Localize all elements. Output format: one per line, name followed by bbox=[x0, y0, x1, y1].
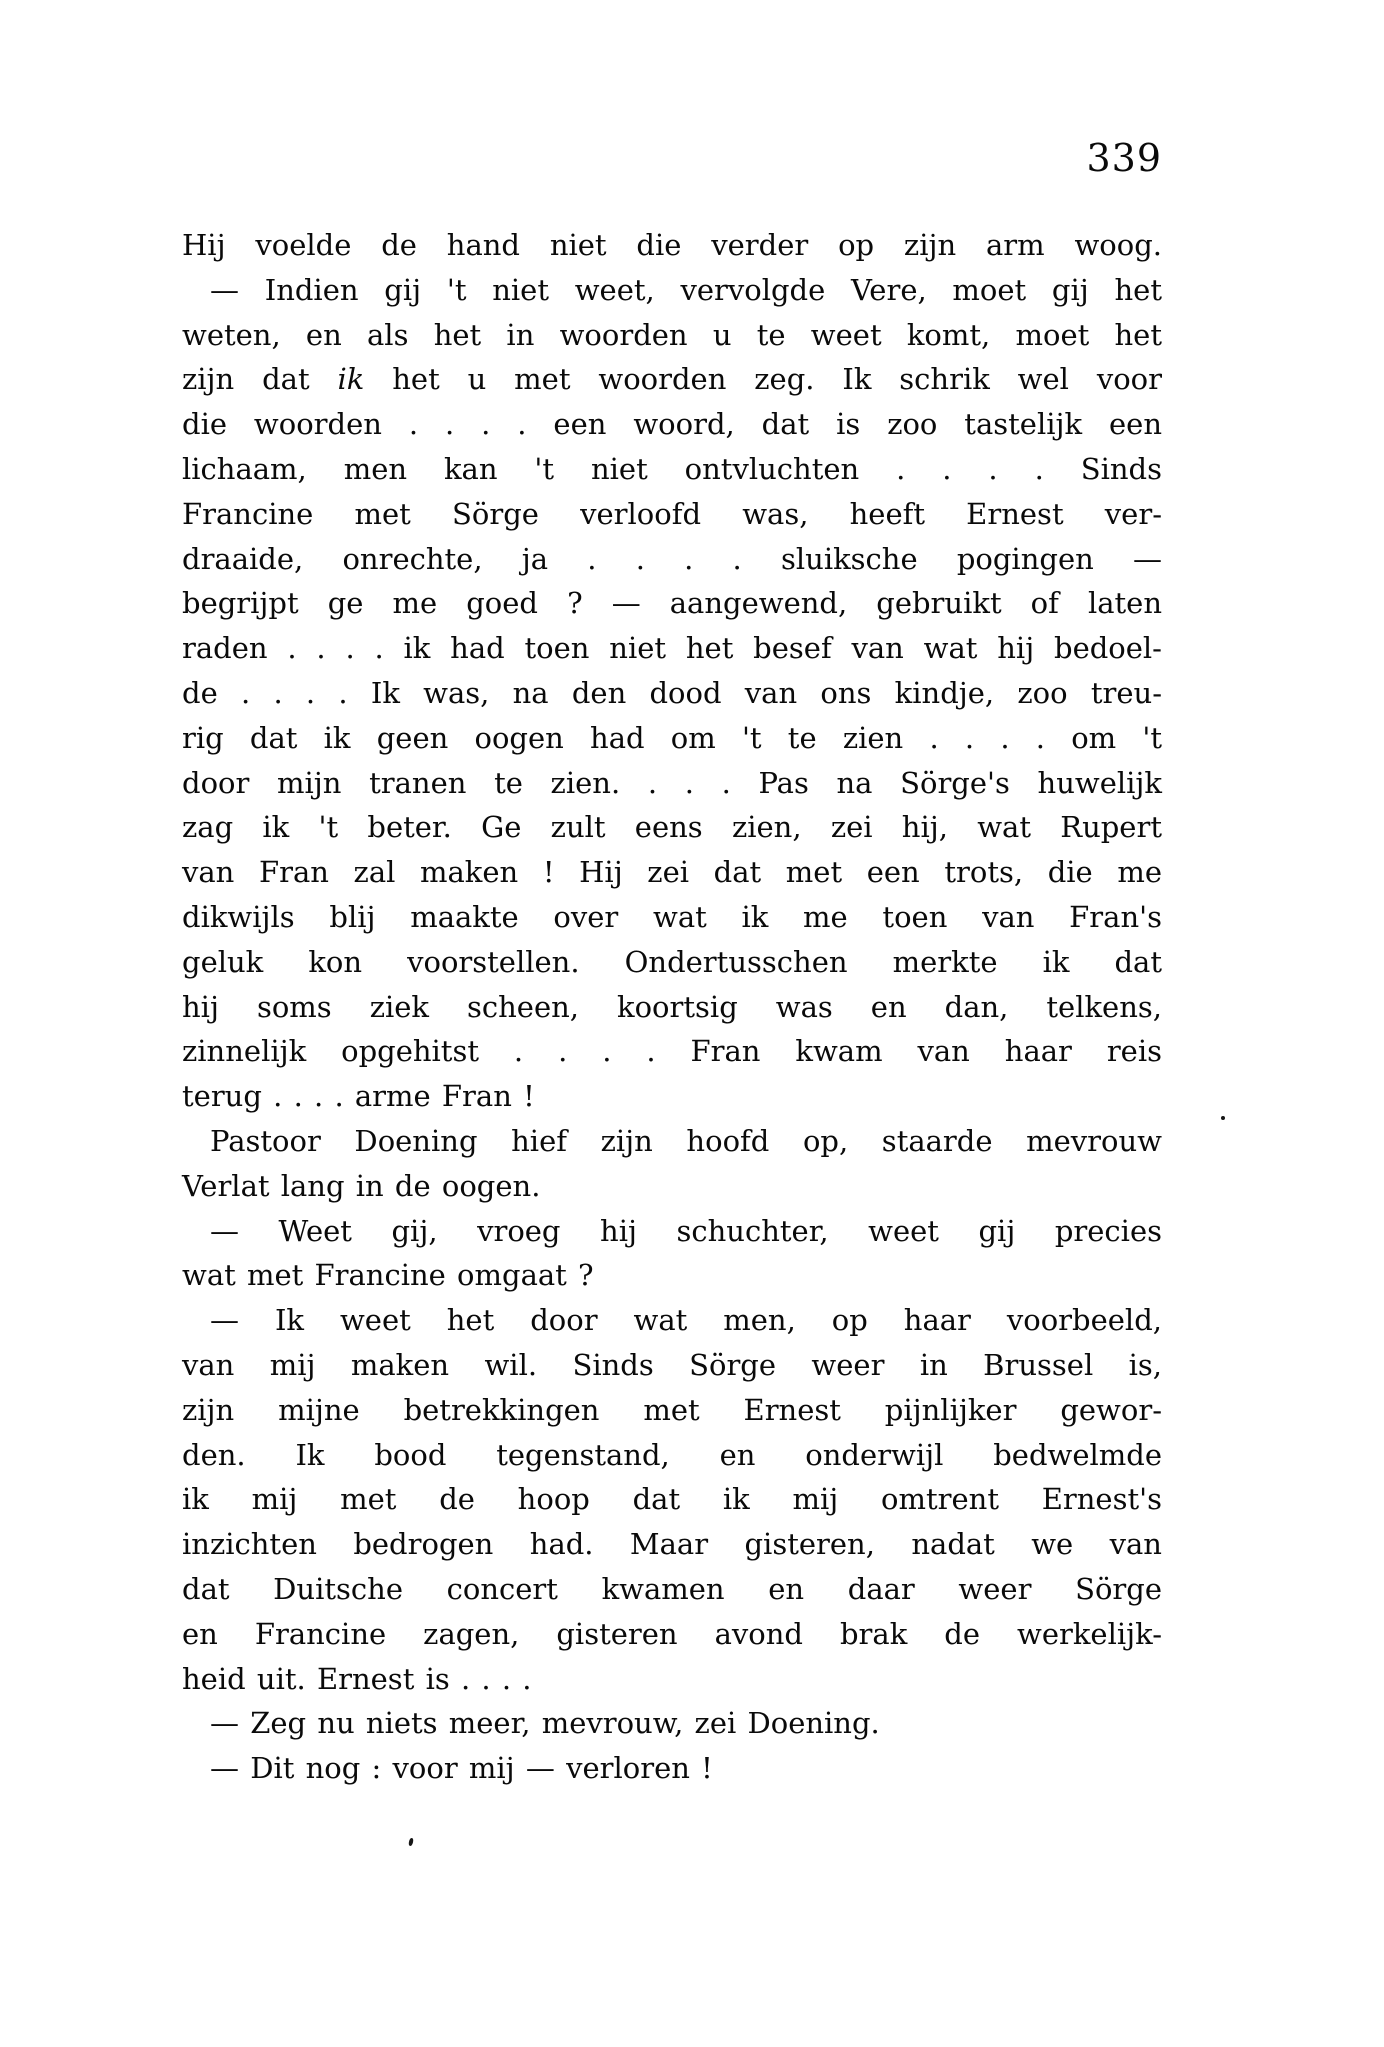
text-line: zinnelijk opgehitst . . . . Fran kwam van haar reis bbox=[182, 1034, 1162, 1069]
text-line: die woorden . . . . een woord, dat is zoo tastelijk een bbox=[182, 407, 1162, 442]
text-line: Pastoor Doening hief zijn hoofd op, staarde mevrouw bbox=[210, 1123, 1162, 1158]
text-line: de . . . . Ik was, na den dood van ons kindje, zoo treu- bbox=[182, 675, 1162, 710]
text-line: ik mij met de hoop dat ik mij omtrent Ernest's bbox=[182, 1482, 1162, 1517]
text-line: van Fran zal maken ! Hij zei dat met een trots, die me bbox=[182, 855, 1162, 890]
text-line: raden . . . . ik had toen niet het besef van wat hij bedoel- bbox=[182, 631, 1162, 666]
text-line: en Francine zagen, gisteren avond brak de werkelijk- bbox=[182, 1616, 1162, 1651]
text-line: zijn mijne betrekkingen met Ernest pijnlijker gewor- bbox=[182, 1392, 1162, 1427]
text-line: hij soms ziek scheen, koortsig was en dan, telkens, bbox=[182, 989, 1162, 1024]
text-line: den. Ik bood tegenstand, en onderwijl bedwelmde bbox=[182, 1437, 1162, 1472]
text-line: geluk kon voorstellen. Ondertusschen merkte ik dat bbox=[182, 944, 1162, 979]
text-line: door mijn tranen te zien. . . . Pas na Sörge's huwelijk bbox=[182, 765, 1162, 800]
text-line: begrijpt ge me goed ? — aangewend, gebruikt of laten bbox=[182, 586, 1162, 621]
text-line: inzichten bedrogen had. Maar gisteren, nadat we van bbox=[182, 1527, 1162, 1562]
text-line: rig dat ik geen oogen had om 't te zien . . . . om 't bbox=[182, 720, 1162, 755]
text-line: — Ik weet het door wat men, op haar voorbeeld, bbox=[210, 1303, 1162, 1338]
text-line: — Weet gij, vroeg hij schuchter, weet gij precies bbox=[210, 1213, 1162, 1248]
text-block bbox=[182, 223, 1162, 1791]
scan-speck bbox=[1221, 1116, 1225, 1120]
text-line: zag ik 't beter. Ge zult eens zien, zei hij, wat Rupert bbox=[182, 810, 1162, 845]
text-line: Verlat lang in de oogen. bbox=[182, 1168, 541, 1203]
text-line: zijn dat ik het u met woorden zeg. Ik schrik wel voor bbox=[182, 362, 1162, 397]
text-line: — Dit nog : voor mij — verloren ! bbox=[210, 1751, 713, 1786]
text-line: heid uit. Ernest is . . . . bbox=[182, 1661, 532, 1696]
page-number: 339 bbox=[1086, 136, 1162, 180]
text-line: Francine met Sörge verloofd was, heeft Ernest ver- bbox=[182, 496, 1162, 531]
scan-speck bbox=[408, 1838, 414, 1847]
text-line: Hij voelde de hand niet die verder op zijn arm woog. bbox=[182, 228, 1162, 262]
text-line: weten, en als het in woorden u te weet komt, moet het bbox=[182, 317, 1162, 352]
text-line: lichaam, men kan 't niet ontvluchten . . . . Sinds bbox=[182, 451, 1162, 486]
text-line: — Zeg nu niets meer, mevrouw, zei Doening. bbox=[210, 1706, 880, 1741]
text-line: wat met Francine omgaat ? bbox=[182, 1258, 594, 1293]
text-line: — Indien gij 't niet weet, vervolgde Vere, moet gij het bbox=[210, 272, 1162, 307]
text-line: draaide, onrechte, ja . . . . sluiksche pogingen — bbox=[182, 541, 1162, 576]
text-line: dat Duitsche concert kwamen en daar weer Sörge bbox=[182, 1571, 1162, 1606]
text-line: van mij maken wil. Sinds Sörge weer in Brussel is, bbox=[182, 1347, 1162, 1382]
text-line: terug . . . . arme Fran ! bbox=[182, 1079, 535, 1114]
text-line: dikwijls blij maakte over wat ik me toen van Fran's bbox=[182, 899, 1162, 934]
